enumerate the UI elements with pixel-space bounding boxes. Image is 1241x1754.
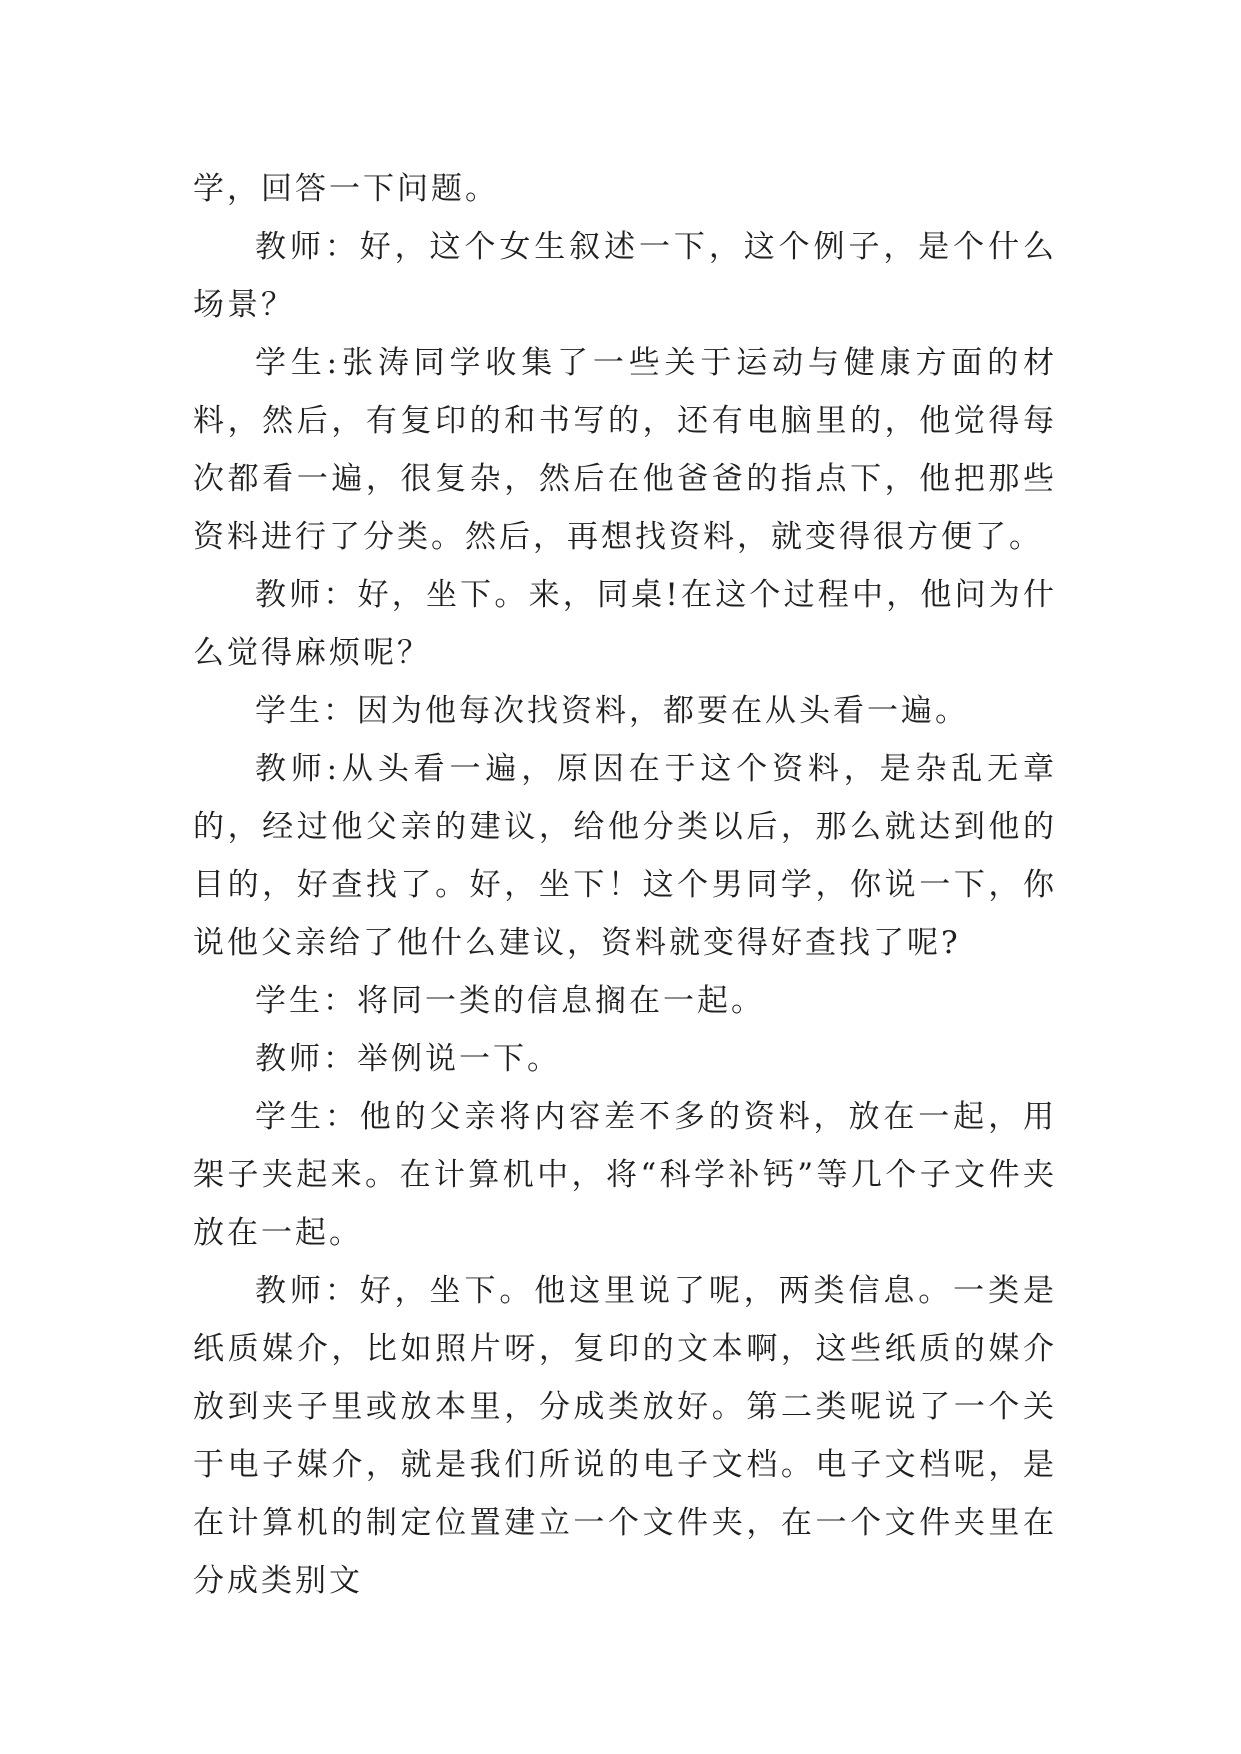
paragraph-continuation: 学，回答一下问题。 [193,171,499,207]
paragraph-student-3: 学生：将同一类的信息搁在一起。 [255,983,765,1019]
paragraph-teacher-3: 教师:从头看一遍，原因在于这个资料，是杂乱无章的，经过他父亲的建议，给他分类以后，那么就达到他的目的，好查找了。好，坐下！这个男同学，你说一下，你说他父亲给了他什么建议，资料就变得好查找了呢? [193,751,1057,961]
paragraph-teacher-5: 教师：好，坐下。他这里说了呢，两类信息。一类是纸质媒介，比如照片呀，复印的文本啊，这些纸质的媒介放到夹子里或放本里，分成类放好。第二类呢说了一个关于电子媒介，就是我们所说的电子文档。电子文档呢，是在计算机的制定位置建立一个文件夹，在一个文件夹里在分成类别文 [193,1273,1057,1599]
paragraph-student-1: 学生:张涛同学收集了一些关于运动与健康方面的材料，然后，有复印的和书写的，还有电脑里的，他觉得每次都看一遍，很复杂，然后在他爸爸的指点下，他把那些资料进行了分类。然后，再想找资料，就变得很方便了。 [193,345,1057,555]
paragraph-teacher-4: 教师：举例说一下。 [255,1041,561,1077]
paragraph-student-4: 学生：他的父亲将内容差不多的资料，放在一起，用架子夹起来。在计算机中，将“科学补钙”等几个子文件夹放在一起。 [193,1099,1057,1251]
paragraph-teacher-2: 教师：好，坐下。来，同桌!在这个过程中，他问为什么觉得麻烦呢？ [193,577,1057,671]
paragraph-teacher-1: 教师：好，这个女生叙述一下，这个例子，是个什么场景？ [193,229,1057,323]
document-body [193,160,1057,1610]
paragraph-student-2: 学生：因为他每次找资料，都要在从头看一遍。 [255,693,969,729]
